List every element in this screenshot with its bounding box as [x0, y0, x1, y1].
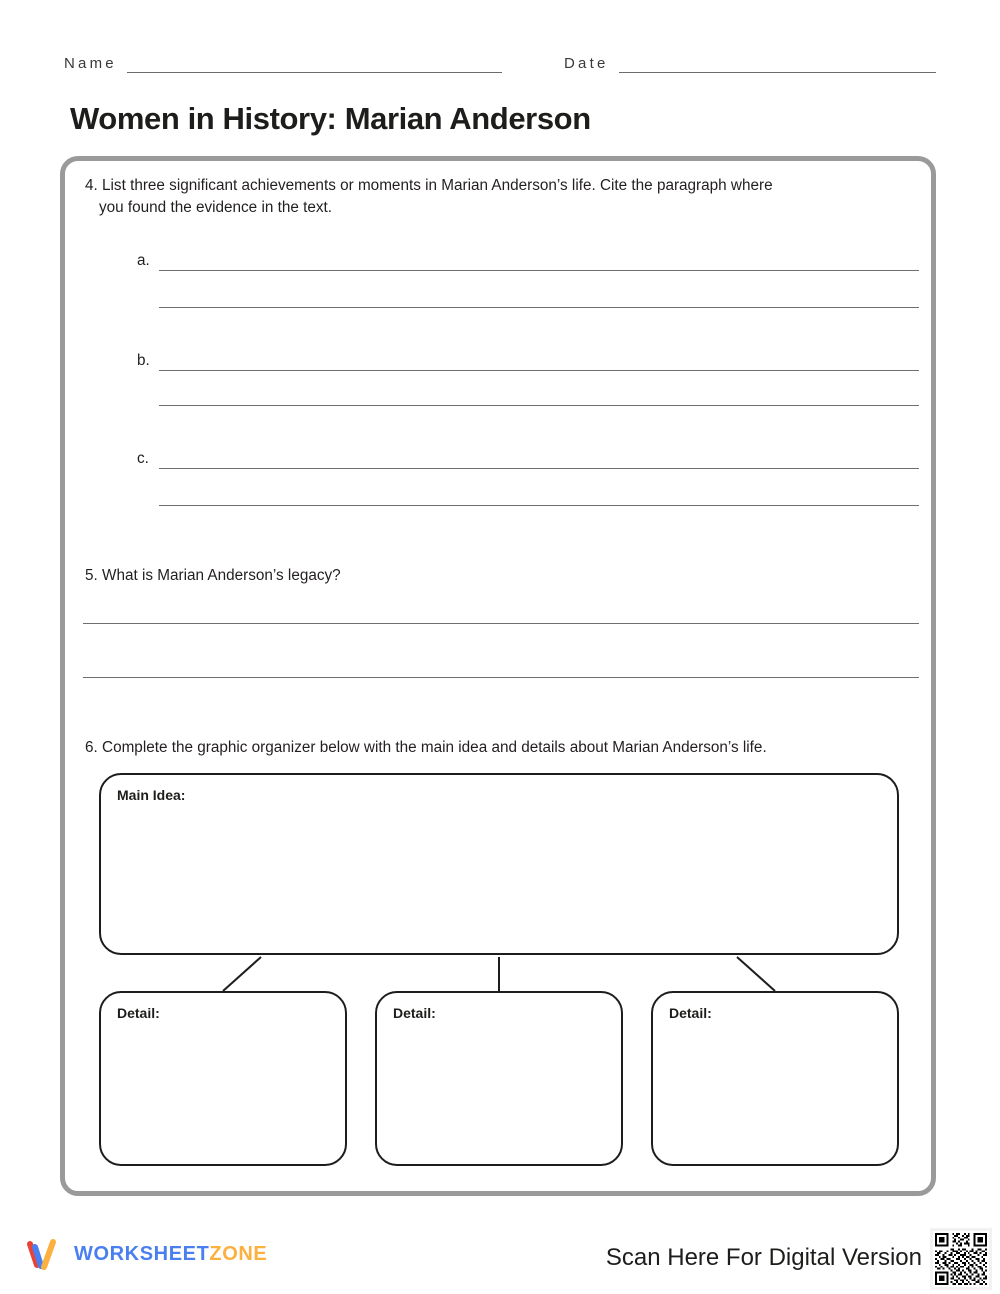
qr-code-icon	[933, 1231, 989, 1287]
page-title: Women in History: Marian Anderson	[70, 101, 591, 136]
question-5-text: What is Marian Anderson’s legacy?	[102, 567, 341, 584]
worksheet-zone-logo-icon	[24, 1234, 68, 1274]
main-idea-label: Main Idea:	[117, 787, 186, 803]
logo-word-worksheet: WORKSHEET	[74, 1243, 210, 1265]
name-label: Name	[64, 55, 117, 72]
scan-here-text: Scan Here For Digital Version	[605, 1244, 922, 1271]
name-date-row	[64, 56, 936, 73]
date-label: Date	[564, 55, 609, 72]
question-4-text-line2: you found the evidence in the text.	[99, 199, 333, 217]
detail-label-1: Detail:	[117, 1005, 160, 1021]
question-4-number: 4.	[85, 177, 98, 194]
detail-box-1[interactable]	[99, 991, 347, 1166]
question-6-text: Complete the graphic organizer below with the main idea and details about Marian Anderson’s life.	[102, 739, 767, 756]
question-4-text-line1: List three significant achievements or moments in Marian Anderson’s life. Cite the paragraph where	[102, 177, 773, 194]
question-6-number: 6.	[85, 739, 98, 756]
page-footer	[0, 1218, 1000, 1294]
graphic-organizer	[65, 161, 931, 1191]
logo-word-zone: ZONE	[209, 1243, 268, 1265]
qr-code[interactable]	[930, 1228, 992, 1290]
detail-box-3[interactable]	[651, 991, 899, 1166]
detail-label-2: Detail:	[393, 1005, 436, 1021]
question-5-number: 5.	[85, 567, 98, 584]
worksheet-frame	[60, 156, 936, 1196]
worksheet-zone-logo[interactable]	[24, 1234, 267, 1274]
answer-label-a: a.	[137, 252, 150, 269]
answer-label-b: b.	[137, 352, 150, 369]
main-idea-box[interactable]	[99, 773, 899, 955]
date-write-line[interactable]	[619, 72, 937, 73]
detail-label-3: Detail:	[669, 1005, 712, 1021]
answer-label-c: c.	[137, 450, 149, 467]
name-field[interactable]	[64, 56, 564, 73]
name-write-line[interactable]	[127, 72, 502, 73]
detail-box-2[interactable]	[375, 991, 623, 1166]
date-field[interactable]	[564, 56, 936, 73]
logo-wordmark	[74, 1244, 267, 1264]
